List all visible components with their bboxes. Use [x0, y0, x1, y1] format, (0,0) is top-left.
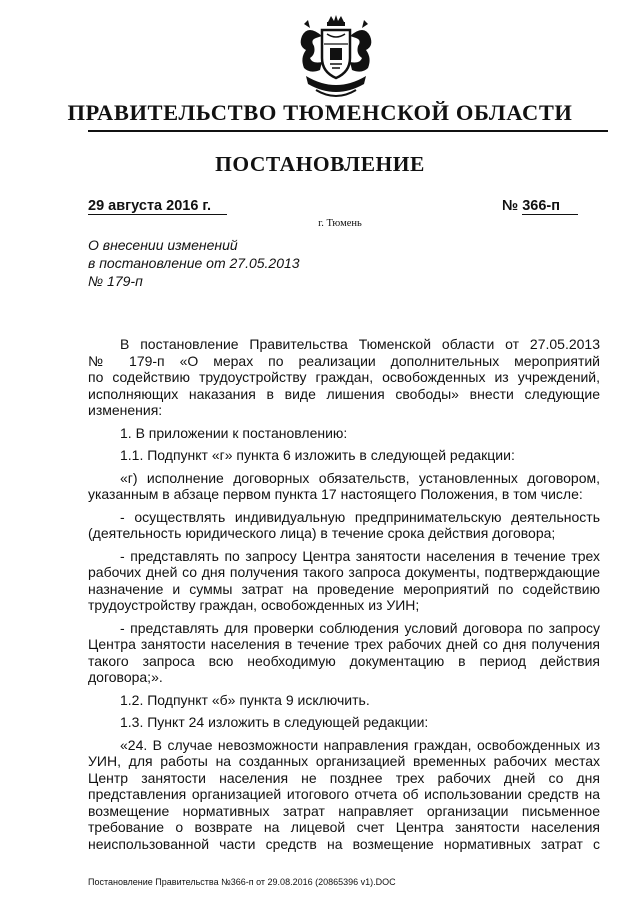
paragraph-line: такого запроса всю необходимую документацию в период действия	[88, 652, 600, 669]
subject-line: в постановление от 27.05.2013	[88, 255, 300, 271]
document-subject	[88, 236, 300, 290]
paragraph-line: «24. В случае невозможности направления граждан, освобожденных из	[120, 736, 600, 753]
paragraph-preamble	[88, 336, 600, 419]
paragraph-line: - представлять для проверки соблюдения условий договора по запросу	[120, 619, 600, 636]
paragraph-line: договора;».	[88, 669, 163, 685]
paragraph-item-1-2: 1.2. Подпункт «б» пункта 9 исключить.	[120, 691, 370, 708]
paragraph-subitem-g	[88, 470, 600, 503]
paragraph-line: - представлять по запросу Центра занятости населения в течение трех	[120, 547, 600, 564]
paragraph-bullet-1	[88, 509, 600, 542]
title-divider	[88, 130, 608, 132]
subject-line: О внесении изменений	[88, 237, 238, 253]
paragraph-line: исполняющих наказания в виде лишения свободы» внести следующие	[88, 385, 600, 402]
government-title: ПРАВИТЕЛЬСТВО ТЮМЕНСКОЙ ОБЛАСТИ	[67, 100, 573, 125]
paragraph-item-24	[88, 737, 600, 853]
document-city: г. Тюмень	[318, 218, 362, 229]
paragraph-line: Центра занятости населения в течение трех рабочих дней со дня получения	[88, 636, 600, 652]
paragraph-line: требование о возврате на лицевой счет Центра занятости населения	[88, 819, 600, 835]
paragraph-line: - осуществлять индивидуальную предпринимательскую деятельность	[120, 508, 600, 525]
paragraph-line: (деятельность юридического лица) в течение срока действия договора;	[88, 525, 556, 541]
paragraph-bullet-2	[88, 548, 600, 614]
paragraph-line: Центр занятости населения не позднее трех рабочих дней со дня	[88, 769, 600, 786]
document-number	[502, 198, 578, 214]
paragraph-line: «г) исполнение договорных обязательств, установленных договором,	[120, 469, 600, 486]
paragraph-line: возмещение нормативных затрат направляет организации письменное	[88, 802, 600, 819]
coat-of-arms-emblem	[294, 14, 378, 104]
paragraph-item-1: 1. В приложении к постановлению:	[120, 424, 348, 441]
paragraph-line: указанным в абзаце первом пункта 17 настоящего Положения, в том числе:	[88, 486, 583, 502]
subject-line: № 179-п	[88, 273, 143, 289]
paragraph-item-1-3: 1.3. Пункт 24 изложить в следующей редакции:	[120, 714, 429, 730]
document-date: 29 августа 2016 г.	[88, 198, 227, 215]
paragraph-bullet-3	[88, 620, 600, 686]
paragraph-line: по содействию трудоустройству граждан, освобожденных из учреждений,	[88, 369, 600, 385]
paragraph-line: назначение и суммы затрат на проведение мероприятий по содействию	[88, 580, 600, 597]
paragraph-line: представления организацией итогового отчета об использовании средств на	[88, 786, 600, 802]
number-value: 366-п	[522, 198, 578, 215]
number-prefix: №	[502, 198, 519, 214]
paragraph-line: № 179-п «О мерах по реализации дополнительных мероприятий	[88, 352, 600, 369]
paragraph-line: УИН, для работы на созданных организацией временных рабочих местах	[88, 753, 600, 769]
paragraph-line: изменения:	[88, 402, 163, 418]
paragraph-line: рабочих дней со дня получения такого запроса документы, подтверждающие	[88, 564, 600, 580]
paragraph-item-1-1: 1.1. Подпункт «г» пункта 6 изложить в следующей редакции:	[120, 447, 515, 463]
document-kind: ПОСТАНОВЛЕНИЕ	[215, 152, 425, 176]
paragraph-line: трудоустройству граждан, освобожденных из УИН;	[88, 597, 420, 613]
document-footer: Постановление Правительства №366-п от 29.08.2016 (20865396 v1).DOC	[88, 877, 396, 887]
paragraph-line: неиспользованной части средств на возмещение нормативных затрат с	[88, 835, 600, 852]
paragraph-line: В постановление Правительства Тюменской области от 27.05.2013	[120, 336, 600, 352]
document-body	[88, 336, 600, 858]
